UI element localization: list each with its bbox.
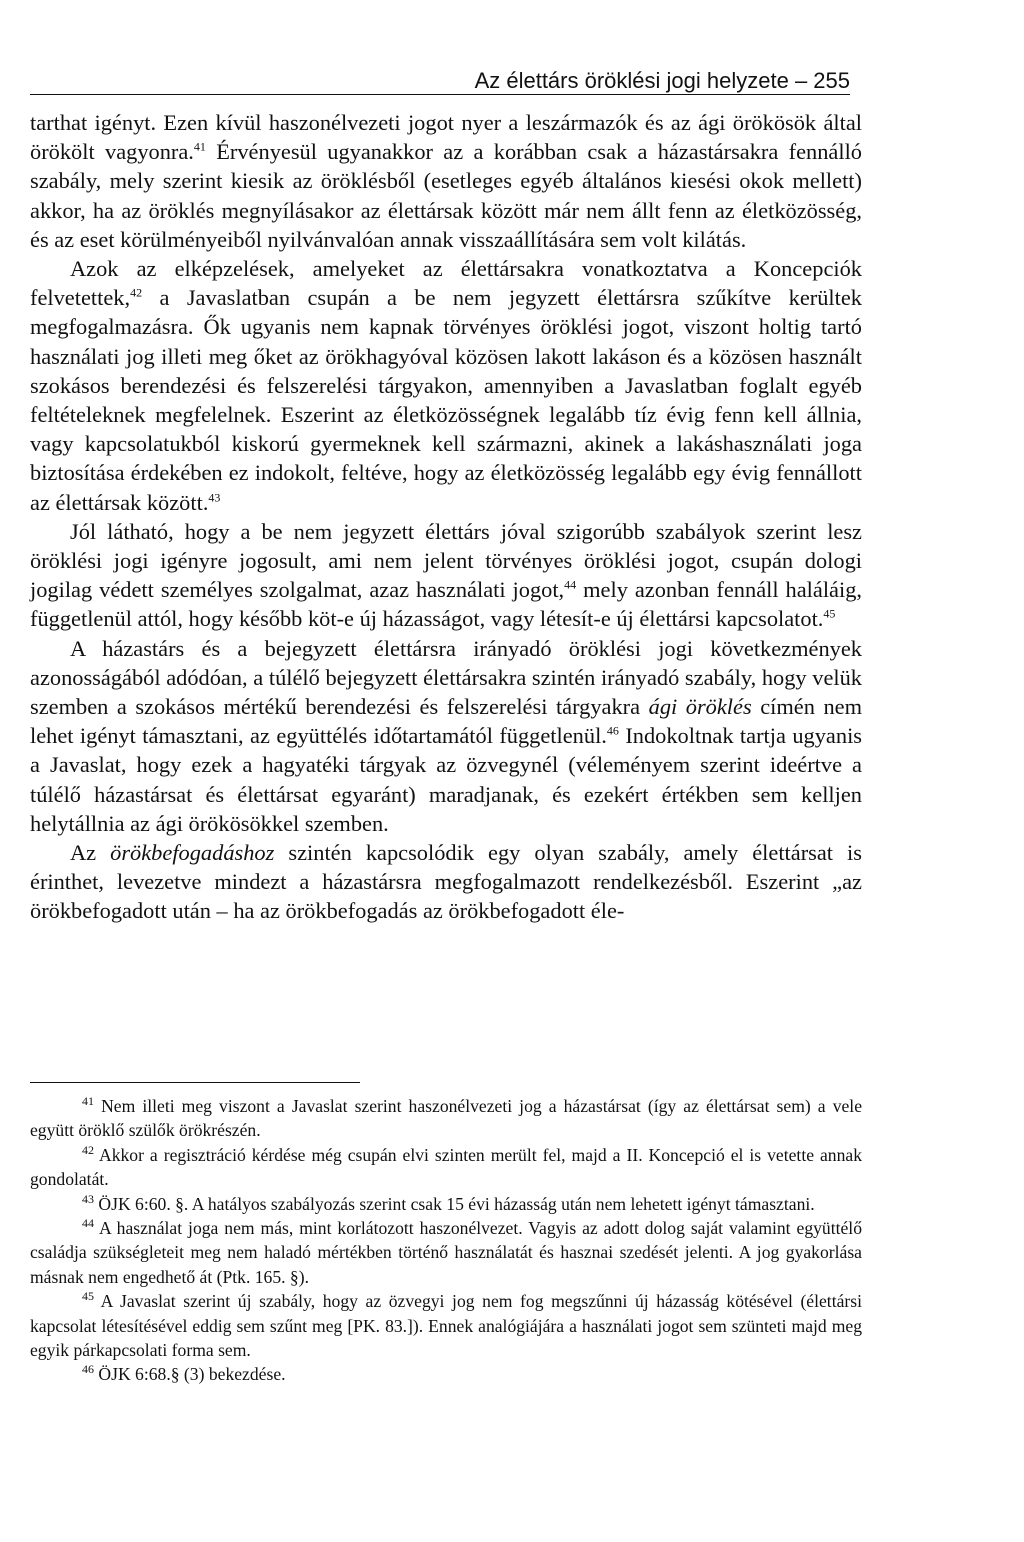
paragraph-5 [30, 838, 862, 926]
emphasized-term: ági öröklés [648, 694, 752, 720]
footnotes [30, 1094, 862, 1387]
emphasized-term: örökbefogadáshoz [110, 840, 275, 866]
paragraph-text: Jól látható, hogy a be nem jegyzett élettárs jóval szigorúbb szabályok szerint lesz öröklési jogi igényre jogosult, ami nem jelent törvényes öröklési jogot, csupán dologi jogilag védett személyes szolgalmat, azaz használati jogot, [30, 518, 862, 603]
footnote-ref[interactable]: 46 [606, 723, 619, 738]
paragraph-text: Érvényesül ugyanakkor az a korábban csak a házastársakra fennálló szabály, mely szerint kiesik az öröklésből (esetleges egyéb általános kiesési okok mellett) akkor, ha az öröklés megnyílásakor az élettársak között már nem állt fenn az életközösség, és az eset körülményeiből nyilvánvalóan annak visszaállítására sem volt kilátás. [30, 139, 862, 252]
paragraph-1 [30, 108, 862, 254]
footnote-ref[interactable]: 43 [208, 490, 221, 505]
paragraph-text: címén nem lehet igényt támasztani, az együttélés időtartamától függetlenül. [30, 694, 863, 749]
footnote-text: Nem illeti meg viszont a Javaslat szerint haszonélvezeti jog a házastársat (így az élettársat sem) a vele együtt öröklő szülők örökrészén. [30, 1096, 862, 1141]
footnote-ref[interactable]: 45 [823, 606, 836, 621]
footnote-44 [30, 1216, 862, 1289]
paragraph-text: mely azonban fennáll haláláig, függetlenül attól, hogy később köt-e új házasságot, vagy létesít-e új élettársi kapcsolatot. [30, 577, 863, 632]
footnote-46 [30, 1362, 862, 1386]
footnote-ref[interactable]: 42 [130, 285, 143, 300]
footnote-number: 45 [82, 1289, 94, 1304]
paragraph-3 [30, 517, 862, 634]
footnote-text: Akkor a regisztráció kérdése még csupán elvi szinten merült fel, majd a II. Koncepció el is vetette annak gondolatát. [30, 1144, 862, 1190]
footnote-ref[interactable]: 44 [564, 577, 577, 592]
footnote-number: 41 [82, 1094, 94, 1109]
footnote-41 [30, 1094, 862, 1143]
footnote-42 [30, 1143, 862, 1192]
footnote-number: 46 [82, 1362, 94, 1377]
paragraph-text: Azok az elképzelések, amelyeket az élettársakra vonatkoztatva a Koncepciók felvetettek, [30, 256, 862, 311]
paragraph-4 [30, 634, 862, 838]
footnote-rule [30, 1082, 360, 1083]
footnote-43 [30, 1192, 862, 1216]
footnote-45 [30, 1289, 862, 1362]
footnote-number: 43 [82, 1191, 94, 1206]
paragraph-text: Az [70, 840, 111, 866]
footnote-number: 42 [82, 1142, 94, 1157]
footnote-text: ÖJK 6:68.§ (3) bekezdése. [94, 1364, 286, 1385]
paragraph-text: A házastárs és a bejegyzett élettársra irányadó öröklési jogi következmények azonosságából adódóan, a túlélő bejegyzett élettársakra szintén irányadó szabály, hogy velük szemben a szokásos mértékű berendezési és felszerelési tárgyakra [30, 635, 862, 720]
body-text [30, 108, 862, 926]
paragraph-text: szintén kapcsolódik egy olyan szabály, amely élettársat is érinthet, levezetve mindezt a házastársra megfogalmazott rendelkezésből. Eszerint „az örökbefogadott után – ha az örökbefogadás az örökbefogadott éle- [30, 840, 862, 924]
footnote-number: 44 [82, 1216, 94, 1231]
paragraph-2 [30, 254, 862, 517]
footnote-text: ÖJK 6:60. §. A hatályos szabályozás szerint csak 15 évi házasság után nem lehetett igényt támasztani. [94, 1193, 815, 1214]
header-rule [30, 94, 850, 95]
running-header: Az élettárs öröklési jogi helyzete – 255 [474, 68, 850, 93]
footnote-text: A használat joga nem más, mint korlátozott haszonélvezet. Vagyis az adott dolog saját valamint együttélő családja szükségleteit meg nem haladó mértékben történő használatát és hasznai szedését jelenti. A jog gyakorlása másnak nem engedhető át (Ptk. 165. §). [30, 1218, 862, 1287]
paragraph-text: tarthat igényt. Ezen kívül haszonélvezeti jogot nyer a leszármazók és az ági örökösök által örökölt vagyonra. [30, 110, 862, 165]
paragraph-text: Indokoltnak tartja ugyanis a Javaslat, hogy ezek a hagyatéki tárgyak az özvegynél (véleményem szerint ideértve a túlélő házastársat és élettársat egyaránt) maradjanak, és ezekért értékben sem kelljen helytállnia az ági örökösökkel szemben. [30, 723, 862, 836]
paragraph-text: a Javaslatban csupán a be nem jegyzett élettársra szűkítve kerültek megfogalmazásra. Ők ugyanis nem kapnak törvényes öröklési jogot, viszont holtig tartó használati jog illeti meg őket az örökhagyóval közösen lakott lakáson és a közösen használt szokásos berendezési és felszerelési tárgyakon, amennyiben a Javaslatban foglalt egyéb feltételeknek megfelelnek. Eszerint az életközösségnek legalább tíz évig fenn kell állnia, vagy kapcsolatukból kiskorú gyermeknek kell származni, akinek a lakáshasználati joga biztosítása érdekében ez indokolt, feltéve, hogy az életközösség legalább egy évig fennállott az élettársak között. [30, 285, 862, 515]
footnote-text: A Javaslat szerint új szabály, hogy az özvegyi jog nem fog megszűnni új házasság kötésével (élettársi kapcsolat létesítésével eddig sem szűnt meg [PK. 83.]). Ennek analógiájára a használati jogot sem szünteti majd meg egyik párkapcsolati forma sem. [30, 1291, 862, 1361]
footnote-ref[interactable]: 41 [193, 139, 206, 154]
